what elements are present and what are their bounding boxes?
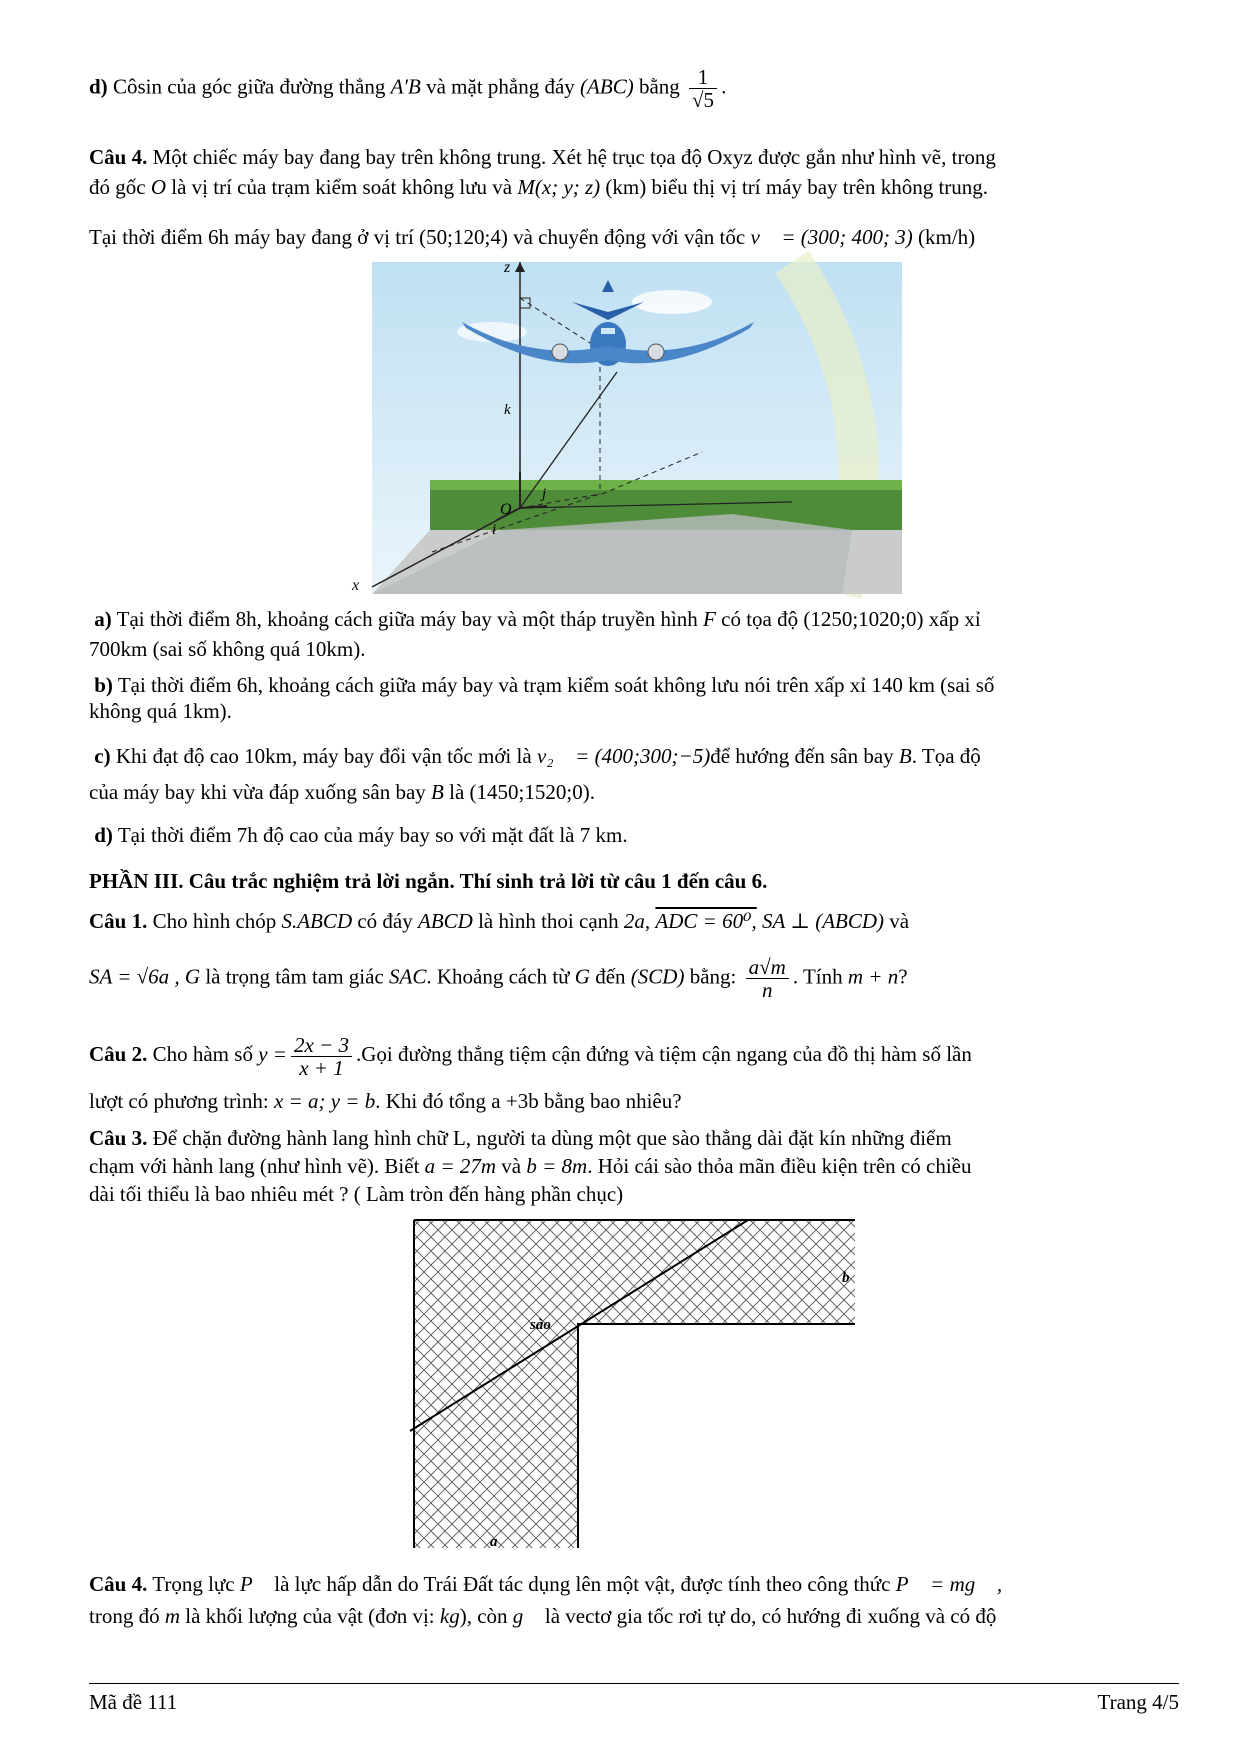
- math: b = 8m: [526, 1154, 588, 1178]
- stem-text: và chuyển động với vận tốc: [513, 225, 746, 249]
- item-label: b): [94, 673, 113, 697]
- item-text: Khi đạt độ cao 10km, máy bay đổi vận tốc mới là: [115, 744, 532, 768]
- stem-text: Tại thời điểm 6h máy bay đang ở vị trí: [89, 225, 414, 249]
- item-text: không quá 1km).: [89, 699, 232, 723]
- math: A′B: [390, 74, 421, 99]
- math: y =: [258, 1042, 287, 1066]
- math: F: [703, 607, 716, 631]
- stem-text: đến: [595, 964, 626, 989]
- stem-text: Một chiếc máy bay đang bay trên không trung. Xét hệ trục tọa độ Oxyz được gắn như hình vẽ, trong: [152, 145, 996, 169]
- math: ABCD: [418, 909, 473, 933]
- math: m: [164, 1604, 180, 1628]
- fraction: [689, 66, 717, 111]
- stem-text: đó gốc: [89, 175, 146, 199]
- stem-text: .Gọi đường thẳng tiệm cận đứng và tiệm cận ngang của đồ thị hàm số lần: [355, 1042, 972, 1066]
- l-corridor-figure: [410, 1216, 860, 1552]
- part-3-heading: [89, 866, 1179, 896]
- math: x = a; y = b: [273, 1089, 376, 1113]
- question-label: Câu 4.: [89, 145, 148, 169]
- q4-item-b: [89, 672, 1179, 724]
- item-label: d): [89, 74, 108, 99]
- label-z: z: [504, 259, 511, 276]
- stem-text: là trọng tâm tam giác: [205, 964, 384, 989]
- question-label: Câu 2.: [89, 1042, 148, 1066]
- footer-divider: [89, 1683, 1179, 1684]
- label-i: i⃗: [492, 522, 508, 538]
- label-O: O: [500, 501, 512, 518]
- math: (1250;1020;0): [803, 607, 924, 631]
- math: SAC: [389, 964, 427, 989]
- stem-text: lượt có phương trình:: [89, 1089, 269, 1113]
- footer-page-number: Trang 4/5: [1097, 1690, 1179, 1714]
- label-k: k⃗: [504, 402, 523, 418]
- stem-text: ?: [898, 964, 908, 989]
- item-text: Tại thời điểm 7h độ cao của máy bay so với mặt đất là 7 km.: [117, 823, 628, 847]
- math: m + n: [847, 964, 899, 989]
- stem-text: chạm với hành lang (như hình vẽ). Biết: [89, 1154, 420, 1178]
- p3-question-1-line2: [89, 956, 1179, 1001]
- math: 2a,: [623, 909, 651, 933]
- label-a: a: [490, 1534, 498, 1550]
- section-title: PHẦN III. Câu trắc nghiệm trả lời ngắn. Thí sinh trả lời từ câu 1 đến câu 6.: [89, 869, 768, 893]
- question-label: Câu 4.: [89, 1572, 148, 1596]
- item-text: Tại thời điểm 6h, khoảng cách giữa máy bay và trạm kiểm soát không lưu nói trên xấp xỉ 140 km (sai số: [117, 673, 995, 697]
- stem-text: trong đó: [89, 1604, 160, 1628]
- math: G: [574, 964, 590, 989]
- math: P⃗: [239, 1572, 270, 1596]
- stem-text: Cho hàm số: [152, 1042, 253, 1066]
- q4-item-d: [89, 820, 1179, 850]
- math: a = 27m: [424, 1154, 497, 1178]
- math: g⃗: [512, 1604, 540, 1628]
- item-text: của máy bay khi vừa đáp xuống sân bay: [89, 780, 426, 804]
- stem-text: và: [501, 1154, 522, 1178]
- airplane-figure: [352, 259, 902, 594]
- math: P⃗ = mg⃗ ,: [895, 1572, 1003, 1596]
- stem-text: . Khi đó tổng a +3b bằng bao nhiêu?: [375, 1089, 682, 1113]
- frac-den: n: [761, 978, 773, 1002]
- item-text: 700km (sai số không quá 10km).: [89, 637, 366, 661]
- item-text: xấp xỉ: [928, 607, 981, 631]
- stem-text: (km/h): [918, 225, 976, 249]
- math: S.ABCD: [281, 909, 353, 933]
- stem-text: và: [889, 909, 910, 933]
- stem-text: . Khoảng cách từ: [426, 964, 570, 989]
- item-text: có tọa độ: [721, 607, 799, 631]
- frac-num: a√m: [746, 956, 789, 979]
- item-text: . Tọa độ: [911, 744, 981, 768]
- p3-question-3: [89, 1124, 1179, 1208]
- item-text: và mặt phẳng đáy: [426, 74, 575, 99]
- stem-text: ), còn: [459, 1604, 508, 1628]
- item-text: là: [449, 780, 465, 804]
- p3-question-2: [89, 1032, 1179, 1079]
- q4-item-a: [89, 604, 1179, 664]
- math: kg: [439, 1604, 460, 1628]
- math: (1450;1520;0): [469, 780, 590, 804]
- label-b: b: [842, 1270, 850, 1286]
- p3-question-1: [89, 906, 1179, 936]
- stem-text: có đáy: [357, 909, 413, 933]
- stem-text: (km) biểu thị vị trí máy bay trên không trung.: [605, 175, 989, 199]
- fraction: [746, 956, 789, 1001]
- frac-num: 2x − 3: [291, 1034, 352, 1057]
- label-x: x: [352, 577, 360, 594]
- label-j: j: [542, 486, 547, 502]
- prev-item-d: [89, 66, 1179, 111]
- question-4-line3: [89, 222, 1179, 252]
- item-label: a): [94, 607, 112, 631]
- math: O: [150, 175, 166, 199]
- item-label: d): [94, 823, 113, 847]
- question-4-stem: [89, 142, 1179, 202]
- math: B: [898, 744, 912, 768]
- label-sao: sào: [530, 1317, 551, 1333]
- math: M(x; y; z): [517, 175, 601, 199]
- math: B: [431, 780, 444, 804]
- math: ADC = 60⁰,: [655, 909, 757, 933]
- q4-item-c: [89, 738, 1179, 810]
- stem-text: Trọng lực: [152, 1572, 235, 1596]
- question-label: Câu 3.: [89, 1126, 148, 1150]
- frac-den: x + 1: [299, 1055, 344, 1080]
- footer-exam-code: Mã đề 111: [89, 1690, 178, 1714]
- math: v₂⃗ = (400;300;−5): [536, 744, 711, 768]
- stem-text: bằng:: [689, 964, 737, 989]
- math: (SCD): [630, 964, 685, 989]
- stem-text: Để chặn đường hành lang hình chữ L, người ta dùng một que sào thẳng dài đặt kín những điểm: [152, 1126, 952, 1150]
- frac-num: 1: [689, 66, 717, 89]
- math: SA ⊥ (ABCD): [762, 909, 885, 933]
- question-label: Câu 1.: [89, 909, 148, 933]
- stem-text: . Hỏi cái sào thỏa mãn điều kiện trên có chiều: [587, 1154, 972, 1178]
- p3-question-2-line2: [89, 1086, 1179, 1116]
- item-text: để hướng đến sân bay: [710, 744, 894, 768]
- fraction: [291, 1034, 352, 1079]
- item-text: Côsin của góc giữa đường thẳng: [112, 74, 386, 99]
- item-text: Tại thời điểm 8h, khoảng cách giữa máy bay và một tháp truyền hình: [116, 607, 698, 631]
- math: SA = √6a ,: [89, 964, 180, 989]
- stem-text: Cho hình chóp: [152, 909, 277, 933]
- stem-text: dài tối thiểu là bao nhiêu mét ? ( Làm tròn đến hàng phần chục): [89, 1182, 624, 1206]
- period: .: [721, 74, 727, 99]
- frac-den: √5: [692, 88, 715, 112]
- math: (50;120;4): [419, 225, 508, 249]
- math: (ABC): [580, 74, 634, 99]
- item-label: c): [94, 744, 111, 768]
- stem-text: . Tính: [792, 964, 843, 989]
- stem-text: là khối lượng của vật (đơn vị:: [185, 1604, 435, 1628]
- stem-text: là hình thoi cạnh: [478, 909, 619, 933]
- period: .: [589, 780, 595, 804]
- item-text: bằng: [638, 74, 680, 99]
- p3-question-4: [89, 1568, 1179, 1632]
- stem-text: là vectơ gia tốc rơi tự do, có hướng đi xuống và có độ: [544, 1604, 997, 1628]
- math: v⃗ = (300; 400; 3): [750, 225, 913, 249]
- math: G: [184, 964, 201, 989]
- stem-text: là lực hấp dẫn do Trái Đất tác dụng lên một vật, được tính theo công thức: [274, 1572, 891, 1596]
- stem-text: là vị trí của trạm kiểm soát không lưu và: [171, 175, 513, 199]
